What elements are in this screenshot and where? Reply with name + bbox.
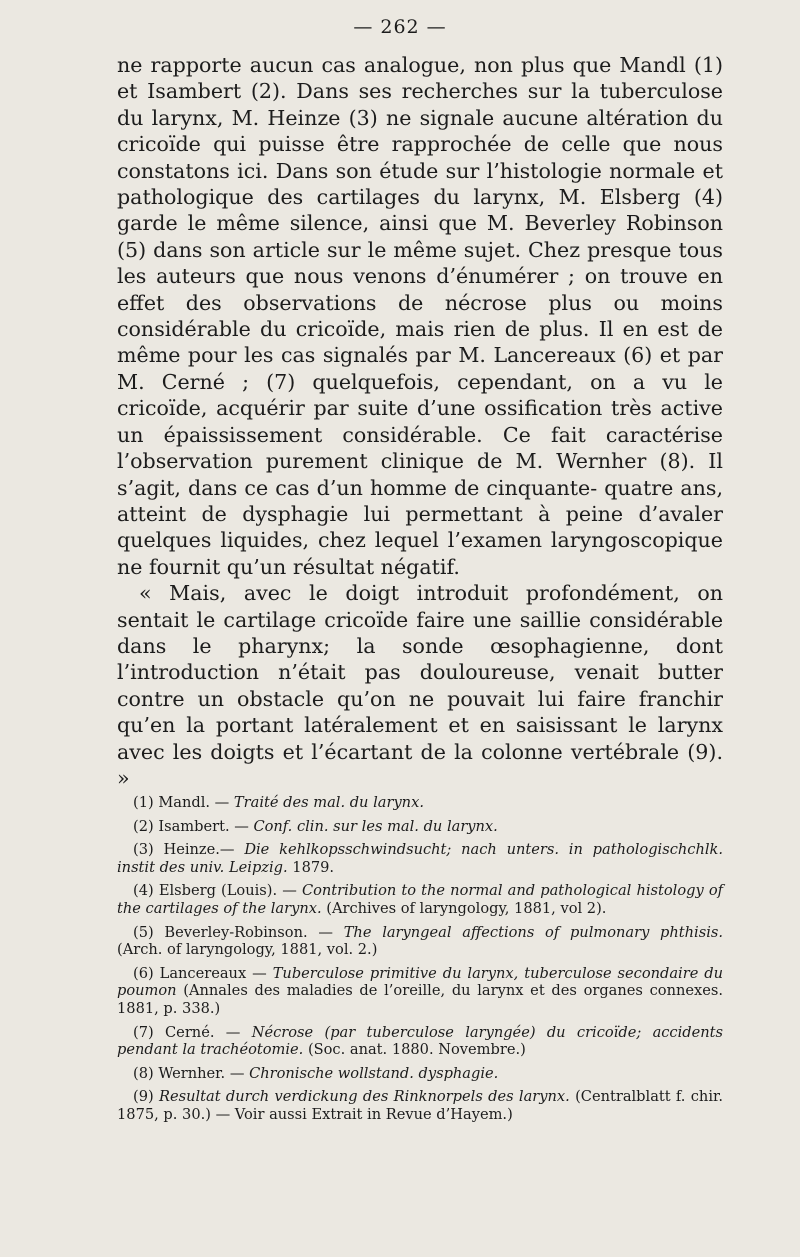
footnote-author: Elsberg (Louis). — xyxy=(158,882,297,900)
footnote-rest: (Soc. anat. 1880. Novembre.) xyxy=(307,1041,526,1059)
footnote-author: Lancereaux — xyxy=(159,964,267,982)
footnote-author: Wernher. — xyxy=(158,1064,245,1082)
footnote-title: Resultat durch verdickung des Rinknorpels des larynx. xyxy=(159,1088,570,1106)
footnote xyxy=(117,1065,723,1083)
footnote-number: (8) xyxy=(133,1064,154,1082)
footnote-title: Tuberculose primitive du larynx, tuberculose secondaire du poumon xyxy=(117,964,724,1000)
footnote-number: (1) xyxy=(133,794,154,811)
footnote xyxy=(117,924,723,959)
footnote-title: Die kehlkopsschwindsucht; nach unters. in pathologischchlk. instit des univ. Leipzig. xyxy=(117,841,724,876)
footnote-rest: (Centralblatt f. chir. 1875, p. 30.) — Voir aussi Extrait in Revue d’Hayem.) xyxy=(117,1088,724,1123)
footnote xyxy=(117,882,723,917)
footnote xyxy=(117,841,723,876)
footnote-title: Conf. clin. sur les mal. du larynx. xyxy=(253,817,498,835)
footnote-title: Traité des mal. du larynx. xyxy=(233,794,424,811)
footnote-author: Isambert. — xyxy=(158,817,249,835)
footnote-title: The laryngeal affections of pulmonary phthisis. xyxy=(343,923,723,941)
footnote-author: Cerné. — xyxy=(165,1023,241,1041)
footnote-number: (6) xyxy=(133,964,154,982)
footnote-title: Contribution to the normal and pathological histology of the cartilages of the larynx. xyxy=(117,882,724,917)
footnote-title: Nécrose (par tuberculose laryngée) du cricoïde; accidents pendant la trachéotomie. xyxy=(117,1023,724,1059)
footnote-rest: (Annales des maladies de l’oreille, du larynx et des organes connexes. 1881, p. 338.) xyxy=(117,982,723,1017)
paragraph: « Mais, avec le doigt introduit profondément, on sentait le cartilage cricoïde faire une saillie considérable dans le pharynx; la sonde œsophagienne, dont l’introduction n’était pas douloureuse, venait butter contre un obstacle qu’on ne pouvait lui faire franchir qu’en la portant latéralement et en saisissant le larynx avec les doigts et l’écartant de la colonne vertébrale (9). » xyxy=(117,581,723,790)
footnote-rest: (Arch. of laryngology, 1881, vol. 2.) xyxy=(117,941,378,959)
footnote xyxy=(117,965,723,1018)
footnote xyxy=(117,1088,723,1123)
footnote-rest: (Archives of laryngology, 1881, vol 2). xyxy=(326,899,607,917)
footnote-number: (7) xyxy=(133,1023,154,1041)
body-text xyxy=(117,52,723,791)
footnote-rest: 1879. xyxy=(292,858,335,876)
footnote-author: Heinze.— xyxy=(163,841,235,859)
footnote-number: (2) xyxy=(133,817,154,835)
footnote-number: (3) xyxy=(133,841,154,859)
footnote-number: (5) xyxy=(133,923,154,941)
footnote xyxy=(117,818,723,836)
footnote-author: Mandl. — xyxy=(158,794,230,811)
footnote-title: Chronische wollstand. dysphagie. xyxy=(249,1064,499,1082)
footnote-number: (4) xyxy=(133,882,154,900)
paragraph: ne rapporte aucun cas analogue, non plus que Mandl (1) et Isambert (2). Dans ses recherches sur la tuberculose du larynx, M. Heinze (3) ne signale aucune altération du cricoïde qui puisse être rapprochée de celle que nous constatons ici. Dans son étude sur l’histologie normale et pathologique des cartilages du larynx, M. Elsberg (4) garde le même silence, ainsi que M. Beverley Robinson (5) dans son article sur le même sujet. Chez presque tous les auteurs que nous venons d’énumérer ; on trouve en effet des observations de nécrose plus ou moins considérable du cricoïde, mais rien de plus. Il en est de même pour les cas signalés par M. Lancereaux (6) et par M. Cerné ; (7) quelquefois, cependant, on a vu le cricoïde, acquérir par suite d’une ossification très active un épaississement considérable. Ce fait caractérise l’observation purement clinique de M. Wernher (8). Il s’agit, dans ce cas d’un homme de cinquante- quatre ans, atteint de dysphagie lui permettant à peine d’avaler quelques liquides, chez lequel l’examen laryngoscopique ne fournit qu’un résultat négatif. xyxy=(117,53,723,579)
footnote xyxy=(117,1024,723,1059)
footnote xyxy=(117,794,723,812)
footnote-number: (9) xyxy=(133,1088,154,1106)
footnote-author: Beverley-Robinson. — xyxy=(164,923,333,941)
page-number: — 262 — xyxy=(353,16,447,38)
footnotes xyxy=(117,794,723,1130)
